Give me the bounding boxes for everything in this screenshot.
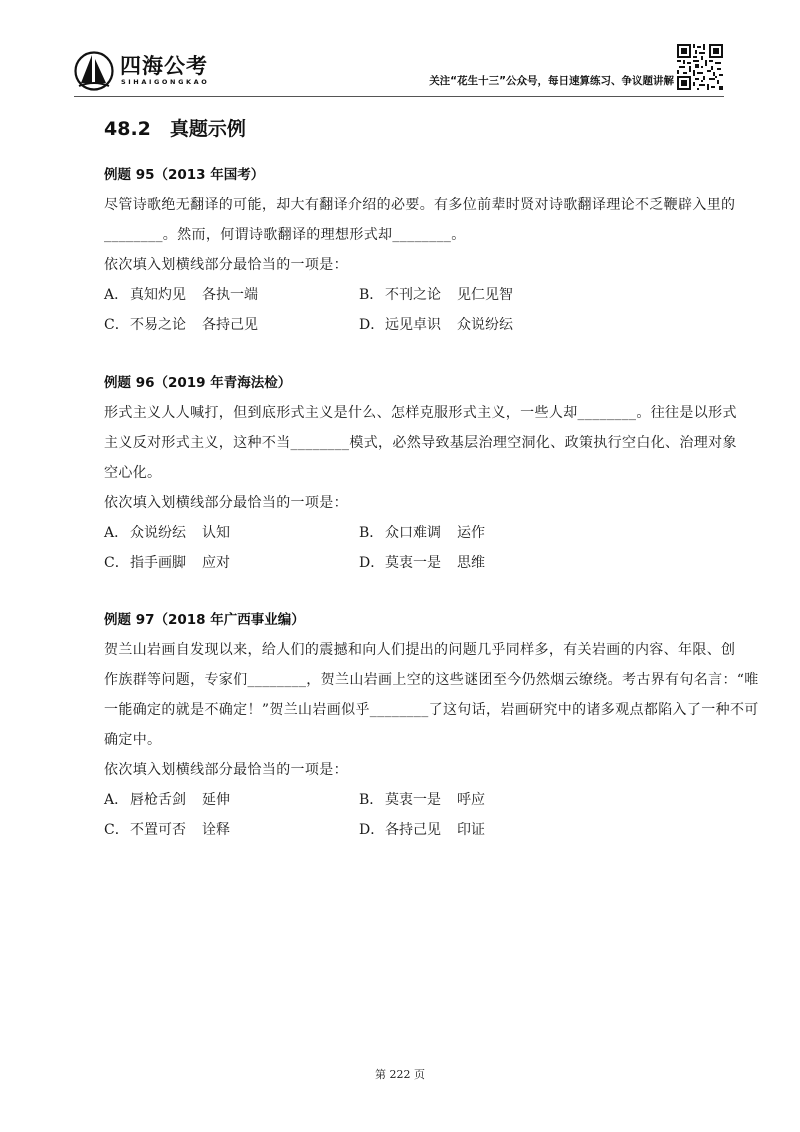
brand-name-en: SIHAIGONGKAO (121, 78, 210, 86)
question-line: 空心化。 (104, 465, 162, 481)
option-a[interactable] (104, 280, 258, 310)
option-letter: C． (104, 822, 129, 838)
sail-logo-icon (74, 50, 114, 92)
option-c[interactable] (104, 815, 230, 845)
option-word-1: 真知灼见 (130, 287, 186, 303)
option-word-1: 莫衷一是 (385, 555, 441, 571)
option-d[interactable] (359, 548, 485, 578)
question-line: 确定中。 (104, 732, 162, 748)
option-word-1: 不置可否 (130, 822, 186, 838)
question-line: 作族群等问题，专家们________，贺兰山岩画上空的这些谜团至今仍然烟云缭绕。考古界有句名言：“唯 (104, 672, 759, 688)
header-notice: 关注“花生十三”公众号，每日速算练习、争议题讲解 (429, 75, 674, 87)
options-group (104, 518, 724, 578)
option-letter: A． (104, 287, 129, 303)
option-letter: D． (359, 822, 385, 838)
option-word-1: 各持己见 (385, 822, 441, 838)
options-group (104, 280, 724, 340)
example-heading: 例题 97（2018 年广西事业编） (104, 612, 305, 628)
option-letter: D． (359, 317, 385, 333)
example-heading: 例题 95（2013 年国考） (104, 167, 265, 183)
option-c[interactable] (104, 310, 258, 340)
question-line: ________。然而，何谓诗歌翻译的理想形式却________。 (104, 227, 466, 243)
option-b[interactable] (359, 785, 485, 815)
example-heading: 例题 96（2019 年青海法检） (104, 375, 292, 391)
option-word-1: 不易之论 (130, 317, 186, 333)
option-letter: B． (359, 792, 384, 808)
option-a[interactable] (104, 785, 230, 815)
question-instruction: 依次填入划横线部分最恰当的一项是： (104, 257, 348, 273)
section-title: 48.2 真题示例 (104, 118, 246, 140)
brand-name: 四海公考 (120, 54, 208, 78)
option-word-1: 众说纷纭 (130, 525, 186, 541)
option-word-1: 唇枪舌剑 (130, 792, 186, 808)
header-divider (74, 96, 724, 97)
question-instruction: 依次填入划横线部分最恰当的一项是： (104, 762, 348, 778)
option-d[interactable] (359, 310, 513, 340)
option-d[interactable] (359, 815, 485, 845)
option-letter: C． (104, 317, 129, 333)
option-word-2: 各持己见 (202, 317, 258, 333)
option-word-2: 认知 (202, 525, 230, 541)
option-word-1: 指手画脚 (130, 555, 186, 571)
qr-code-icon[interactable] (677, 44, 723, 90)
option-b[interactable] (359, 280, 513, 310)
example-95 (104, 160, 736, 340)
options-group (104, 785, 724, 845)
option-word-2: 延伸 (202, 792, 230, 808)
question-instruction: 依次填入划横线部分最恰当的一项是： (104, 495, 348, 511)
option-letter: A． (104, 525, 129, 541)
option-letter: A． (104, 792, 129, 808)
option-word-1: 远见卓识 (385, 317, 441, 333)
option-letter: B． (359, 287, 384, 303)
example-97 (104, 605, 759, 845)
option-word-1: 不刊之论 (385, 287, 441, 303)
option-b[interactable] (359, 518, 485, 548)
question-line: 尽管诗歌绝无翻译的可能，却大有翻译介绍的必要。有多位前辈时贤对诗歌翻译理论不乏鞭辟入里的 (104, 197, 736, 213)
option-word-2: 呼应 (457, 792, 485, 808)
example-96 (104, 368, 737, 578)
option-c[interactable] (104, 548, 230, 578)
option-word-2: 各执一端 (202, 287, 258, 303)
option-word-2: 众说纷纭 (457, 317, 513, 333)
option-word-2: 应对 (202, 555, 230, 571)
option-word-2: 见仁见智 (457, 287, 513, 303)
option-word-2: 诠释 (202, 822, 230, 838)
option-word-2: 运作 (457, 525, 485, 541)
option-a[interactable] (104, 518, 230, 548)
question-line: 形式主义人人喊打，但到底形式主义是什么、怎样克服形式主义，一些人却________。往往是以形式 (104, 405, 737, 421)
option-word-2: 印证 (457, 822, 485, 838)
page-header (0, 0, 800, 100)
option-word-2: 思维 (457, 555, 485, 571)
option-word-1: 众口难调 (385, 525, 441, 541)
page-number: 第 222 页 (375, 1068, 425, 1081)
question-line: 主义反对形式主义，这种不当________模式，必然导致基层治理空洞化、政策执行空白化、治理对象 (104, 435, 737, 451)
option-letter: B． (359, 525, 384, 541)
brand-logo (74, 50, 224, 96)
question-line: 贺兰山岩画自发现以来，给人们的震撼和向人们提出的问题几乎同样多，有关岩画的内容、年限、创 (104, 642, 736, 658)
question-line: 一能确定的就是不确定！”贺兰山岩画似乎________了这句话，岩画研究中的诸多观点都陷入了一种不可 (104, 702, 759, 718)
option-word-1: 莫衷一是 (385, 792, 441, 808)
option-letter: D． (359, 555, 385, 571)
option-letter: C． (104, 555, 129, 571)
